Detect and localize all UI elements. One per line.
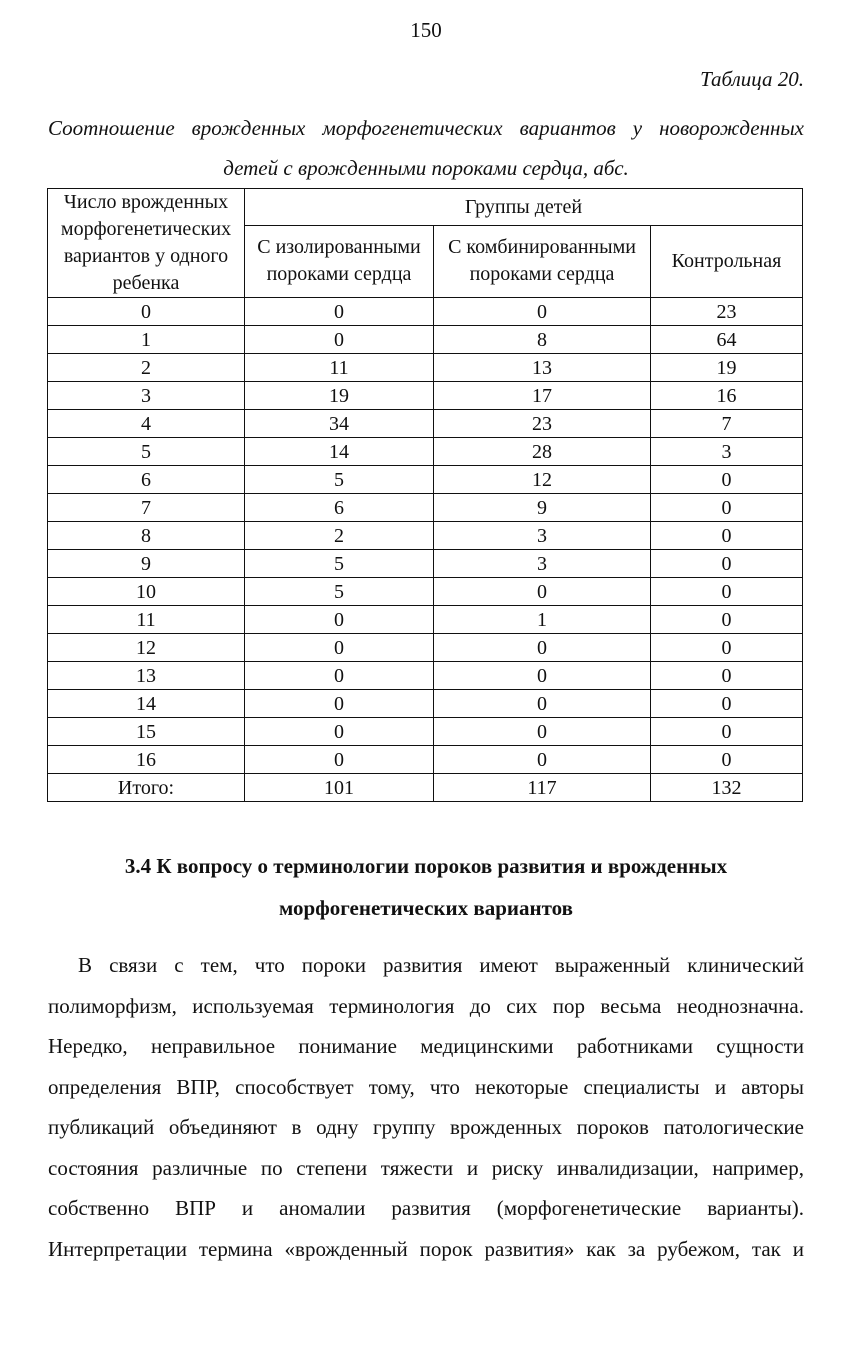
table-row — [48, 578, 803, 606]
table-row — [48, 354, 803, 382]
table-cell: 0 — [651, 522, 803, 550]
table-row — [48, 326, 803, 354]
body-paragraph — [48, 945, 804, 1269]
table-row — [48, 662, 803, 690]
data-table — [47, 188, 803, 802]
table-cell: 1 — [48, 326, 245, 354]
table-cell: 34 — [245, 410, 434, 438]
table-cell: 0 — [651, 606, 803, 634]
table-cell: 0 — [245, 298, 434, 326]
table-cell: 2 — [48, 354, 245, 382]
table-label: Таблица 20. — [700, 67, 804, 91]
table-cell: 7 — [48, 494, 245, 522]
table-row — [48, 466, 803, 494]
table-cell: 0 — [245, 746, 434, 774]
table-total-row — [48, 774, 803, 802]
table-cell: 0 — [245, 718, 434, 746]
table-cell: 12 — [48, 634, 245, 662]
table-row — [48, 550, 803, 578]
table-cell: 5 — [245, 466, 434, 494]
paragraph-line: В связи с тем, что пороки развития имеют выраженный клинический — [78, 953, 804, 977]
table-cell: 0 — [48, 298, 245, 326]
caption-line: детей с врожденными пороками сердца, абс. — [223, 156, 629, 180]
column-header-isolated: С изолированными пороками сердца — [245, 225, 434, 297]
table-row — [48, 690, 803, 718]
column-header-combined: С комбинированными пороками сердца — [434, 225, 651, 297]
table-cell: 8 — [434, 326, 651, 354]
table-cell: 16 — [48, 746, 245, 774]
table-cell: 0 — [651, 550, 803, 578]
table-cell: 19 — [651, 354, 803, 382]
table-cell: 0 — [434, 634, 651, 662]
table-row — [48, 382, 803, 410]
table-cell: 0 — [651, 466, 803, 494]
table-cell: 0 — [434, 662, 651, 690]
table-cell: 3 — [434, 522, 651, 550]
table-row — [48, 718, 803, 746]
table-cell: 4 — [48, 410, 245, 438]
table-cell: 5 — [48, 438, 245, 466]
table-cell: 10 — [48, 578, 245, 606]
table-cell: 0 — [651, 690, 803, 718]
table-cell: 7 — [651, 410, 803, 438]
table-caption — [48, 108, 804, 188]
table-cell: 0 — [245, 606, 434, 634]
table-cell: 3 — [48, 382, 245, 410]
caption-line: Соотношение врожденных морфогенетических вариантов у новорожденных — [48, 116, 804, 140]
table-row — [48, 746, 803, 774]
table-row — [48, 410, 803, 438]
page-number: 150 — [410, 18, 442, 42]
paragraph-line: публикаций объединяют в одну группу врожденных пороков патологические — [48, 1115, 804, 1139]
group-header: Группы детей — [245, 189, 803, 226]
table-cell: 0 — [245, 326, 434, 354]
table-cell: 0 — [434, 578, 651, 606]
table-cell: 5 — [245, 578, 434, 606]
paragraph-line: Нередко, неправильное понимание медицинскими работниками сущности — [48, 1034, 804, 1058]
table-cell: 6 — [245, 494, 434, 522]
table-cell: 6 — [48, 466, 245, 494]
table-cell: 0 — [651, 718, 803, 746]
table-row — [48, 494, 803, 522]
table-cell: 0 — [651, 746, 803, 774]
table-cell: 132 — [651, 774, 803, 802]
table-cell: 0 — [245, 662, 434, 690]
table-cell: 15 — [48, 718, 245, 746]
heading-line: 3.4 К вопросу о терминологии пороков развития и врожденных — [124, 854, 728, 878]
table-cell: 2 — [245, 522, 434, 550]
table-cell: 16 — [651, 382, 803, 410]
table-cell: 23 — [651, 298, 803, 326]
table-cell: 3 — [651, 438, 803, 466]
table-row — [48, 634, 803, 662]
row-header: Число врожденных морфогенетических вариантов у одного ребенка — [48, 189, 245, 298]
table-cell: 64 — [651, 326, 803, 354]
paragraph-line: Интерпретации термина «врожденный порок развития» как за рубежом, так и — [48, 1236, 804, 1261]
table-cell: 8 — [48, 522, 245, 550]
heading-line: морфогенетических вариантов — [279, 896, 573, 920]
table-cell: 0 — [434, 746, 651, 774]
table-cell: 0 — [651, 662, 803, 690]
table-cell: 23 — [434, 410, 651, 438]
table-cell: 9 — [434, 494, 651, 522]
paragraph-line: определения ВПР, способствует тому, что некоторые специалисты и авторы — [48, 1074, 804, 1099]
table-cell: 0 — [651, 634, 803, 662]
table-cell: 12 — [434, 466, 651, 494]
table-cell: 1 — [434, 606, 651, 634]
table-cell: 0 — [651, 578, 803, 606]
total-label: Итого: — [48, 774, 245, 802]
table-cell: 9 — [48, 550, 245, 578]
table-row — [48, 298, 803, 326]
table-cell: 17 — [434, 382, 651, 410]
section-heading — [48, 845, 804, 929]
table-header-row — [48, 189, 803, 226]
paragraph-line: состояния различные по степени тяжести и риску инвалидизации, например, — [48, 1155, 804, 1180]
table-cell: 19 — [245, 382, 434, 410]
table-body — [48, 298, 803, 802]
table-cell: 0 — [651, 494, 803, 522]
paragraph-line: полиморфизм, используемая терминология до сих пор весьма неоднозначна. — [48, 993, 804, 1018]
table-cell: 5 — [245, 550, 434, 578]
table-cell: 101 — [245, 774, 434, 802]
table-cell: 0 — [434, 718, 651, 746]
table-row — [48, 606, 803, 634]
paragraph-line: собственно ВПР и аномалии развития (морфогенетические варианты). — [48, 1196, 804, 1220]
table-cell: 0 — [434, 690, 651, 718]
table-cell: 13 — [48, 662, 245, 690]
table-cell: 0 — [245, 634, 434, 662]
table-cell: 0 — [245, 690, 434, 718]
table-row — [48, 522, 803, 550]
column-header-control: Контрольная — [651, 225, 803, 297]
table-cell: 117 — [434, 774, 651, 802]
table-row — [48, 438, 803, 466]
table-cell: 14 — [48, 690, 245, 718]
table-cell: 0 — [434, 298, 651, 326]
table-cell: 3 — [434, 550, 651, 578]
table-cell: 13 — [434, 354, 651, 382]
table-cell: 11 — [245, 354, 434, 382]
table-cell: 28 — [434, 438, 651, 466]
table-cell: 11 — [48, 606, 245, 634]
table-cell: 14 — [245, 438, 434, 466]
